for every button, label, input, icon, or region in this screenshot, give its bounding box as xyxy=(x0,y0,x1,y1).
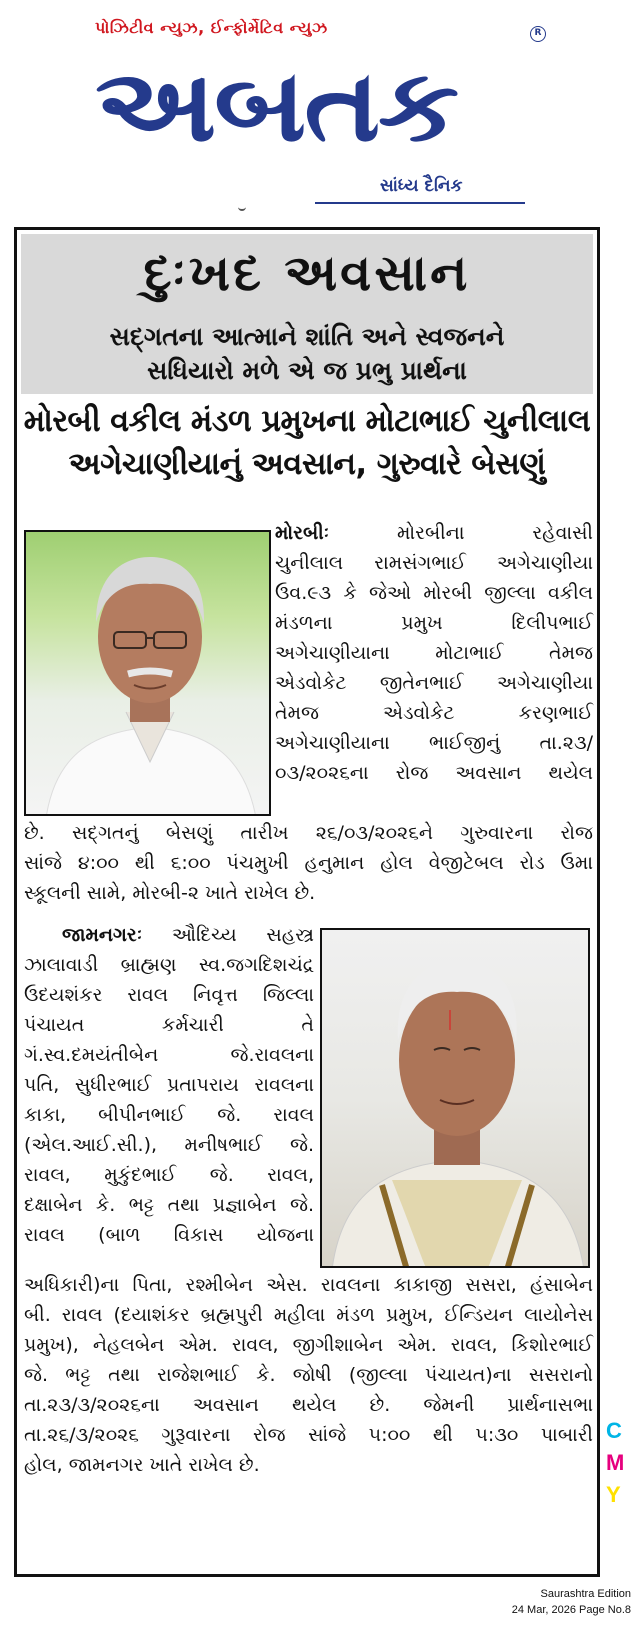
portrait-illustration xyxy=(26,532,271,816)
cmyk-mark-c: C xyxy=(606,1418,622,1443)
obituary-banner xyxy=(21,234,593,394)
article-line xyxy=(24,920,314,950)
masthead-tagline: પોઝિટીવ ન્યુઝ, ઈન્ફોર્મેટિવ ન્યુઝ xyxy=(95,18,328,37)
article-line: ઉવ.૯૩ કે જેઓ મોરબી જીલ્લા વકીલ xyxy=(275,582,593,604)
article-line: તા.૨૩/૩/૨૦૨૬ના અવસાન થયેલ છે. જેમની પ્રાર્થનાસભા xyxy=(24,1394,593,1416)
article-line: અગેચાણીયાના મોટાભાઈ તેમજ xyxy=(275,642,593,664)
article-text: મોરબીના રહેવાસી xyxy=(397,522,593,544)
article-line: સાંજે ૪:૦૦ થી ૬:૦૦ પંચમુખી હનુમાન હોલ વેજીટેબલ રોડ ઉમા xyxy=(24,852,593,874)
article-line: ઝાલાવાડી બ્રાહ્મણ સ્વ.જગદિશચંદ્ર xyxy=(24,954,314,976)
cmyk-mark-m: M xyxy=(606,1450,625,1475)
masthead xyxy=(95,18,545,198)
article-line: એડવોકેટ જીતેનભાઈ અગેચાણીયા xyxy=(275,672,593,694)
banner-subtitle-line-2: સધિયારો મળે એ જ પ્રભુ પ્રાર્થના xyxy=(147,356,467,385)
obituary-frame xyxy=(14,227,600,1577)
article-morbi-body xyxy=(275,518,593,788)
article-line: તેમજ એડવોકેટ કરણભાઈ xyxy=(275,702,593,724)
article-line: ચુનીલાલ રામસંગભાઈ અગેચાણીયા xyxy=(275,552,593,574)
article-line: (એલ.આઈ.સી.), મનીષભાઈ જે. xyxy=(24,1134,314,1156)
deceased-photo-jamnagar xyxy=(320,928,590,1268)
article-line: પ્રમુખ), નેહલબેન એમ. રાવલ, જીગીશાબેન એમ. રાવલ, કિશોરભાઈ xyxy=(24,1334,593,1356)
article-line: બી. રાવલ (દયાશંકર બ્રહ્મપુરી મહીલા મંડળ પ્રમુખ, ઈન્ડિયન લાયોનેસ xyxy=(24,1304,593,1326)
article-line: ૦૩/૨૦૨૬ના રોજ અવસાન થયેલ xyxy=(275,762,593,784)
article-line: અધિકારી)ના પિતા, રશ્મીબેન એસ. રાવલના કાકાજી સસરા, હંસાબેન xyxy=(24,1274,593,1296)
article-text: ઔદિચ્ય સહસ્ત્ર xyxy=(171,924,315,946)
article-line: મંડળના પ્રમુખ દિલીપભાઈ xyxy=(275,612,593,634)
article-line: પતિ, સુધીરભાઈ પ્રતાપરાય રાવલના xyxy=(24,1074,314,1096)
article-line: દક્ષાબેન કે. ભટ્ટ તથા પ્રજ્ઞાબેન જે. xyxy=(24,1194,314,1216)
article-line: છે. સદ્ગતનું બેસણું તારીખ ૨૬/૦૩/૨૦૨૬ને ગુરુવારના રોજ xyxy=(24,822,593,844)
article-line: પંચાયત કર્મચારી તે xyxy=(24,1014,314,1036)
article-line: રાવલ, મુકુંદભાઈ જે. રાવલ, xyxy=(24,1164,314,1186)
registered-mark: R xyxy=(530,26,546,42)
masthead-rule xyxy=(315,202,525,204)
article-jamnagar-continued xyxy=(24,1270,593,1480)
edition-label: Saurashtra Edition xyxy=(540,1588,631,1600)
article-line: અગેચાણીયાના ભાઈજીનું તા.૨૩/ xyxy=(275,732,593,754)
article-line: રાવલ (બાળ વિકાસ યોજના xyxy=(24,1224,314,1246)
portrait-illustration xyxy=(322,930,590,1268)
banner-subtitle xyxy=(21,320,593,388)
date-page-label: 24 Mar, 2026 Page No.8 xyxy=(511,1604,631,1616)
article-line: ગં.સ્વ.દમયંતીબેન જે.રાવલના xyxy=(24,1044,314,1066)
headline xyxy=(23,400,591,486)
article-line: હોલ, જામનગર ખાતે રાખેલ છે. xyxy=(24,1454,260,1476)
headline-line-2: અગેચાણીયાનું અવસાન, ગુરુવારે બેસણું xyxy=(68,446,546,482)
page-tick-mark xyxy=(238,207,246,211)
article-line xyxy=(275,518,593,548)
cmyk-mark-y: Y xyxy=(606,1482,621,1507)
article-jamnagar-body xyxy=(24,920,314,1250)
article-line: ઉદયશંકર રાવલ નિવૃત્ત જિલ્લા xyxy=(24,984,314,1006)
banner-title: દુઃખદ અવસાન xyxy=(143,244,471,302)
article-morbi-continued xyxy=(24,818,593,908)
article-line: સ્કૂલની સામે, મોરબી-૨ ખાતે રાખેલ છે. xyxy=(24,882,316,904)
banner-subtitle-line-1: સદ્ગતના આત્માને શાંતિ અને સ્વજનને xyxy=(109,322,505,351)
article-dateline: મોરબીઃ xyxy=(275,522,330,544)
edition-type-label: સાંધ્ય દૈનિક xyxy=(380,176,463,196)
headline-line-1: મોરબી વકીલ મંડળ પ્રમુખના મોટાભાઈ ચુનીલાલ xyxy=(23,403,591,439)
article-line: તા.૨૬/૩/૨૦૨૬ ગુરૂવારના રોજ સાંજે ૫:૦૦ થી ૫:૩૦ પાબારી xyxy=(24,1424,593,1446)
article-line: જે. ભટ્ટ તથા રાજેશભાઈ કે. જોષી (જીલ્લા પંચાયત)ના સસરાનો xyxy=(24,1364,593,1386)
newspaper-logo: અબતક xyxy=(95,47,457,164)
article-dateline: જામનગરઃ xyxy=(62,924,143,946)
deceased-photo-morbi xyxy=(24,530,271,816)
article-line: કાકા, બીપીનભાઈ જે. રાવલ xyxy=(24,1104,314,1126)
